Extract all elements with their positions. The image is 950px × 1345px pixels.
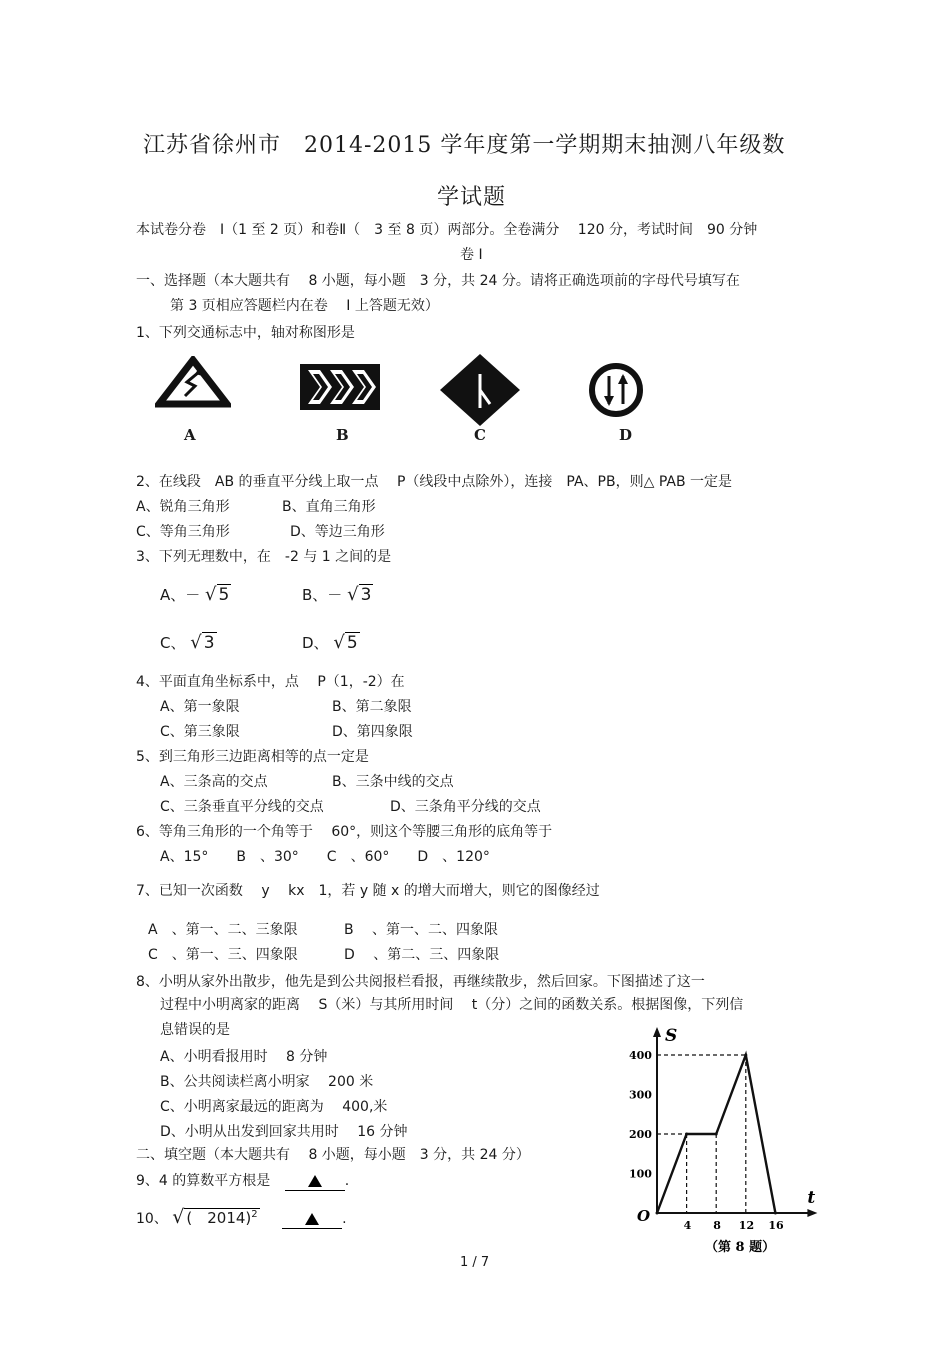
answer-triangle-icon bbox=[305, 1213, 319, 1225]
q9-answer-blank bbox=[285, 1174, 345, 1191]
origin-label: O bbox=[637, 1207, 651, 1225]
sqrt-sign-icon: √ bbox=[333, 632, 345, 653]
data-point bbox=[656, 1212, 659, 1215]
q10-radicand bbox=[184, 1208, 259, 1227]
data-point bbox=[685, 1133, 688, 1136]
intro-text: 本试卷分卷 Ⅰ（1 至 2 页）和卷Ⅱ（ 3 至 8 页）两部分。全卷满分 120 分，考试时间 90 分钟 bbox=[136, 222, 758, 238]
q10-radicand-base: ( 2014) bbox=[186, 1209, 252, 1227]
q9-end: . bbox=[344, 1173, 350, 1189]
sign-d-label: D bbox=[619, 426, 633, 444]
chart-caption: （第 8 题） bbox=[705, 1240, 776, 1255]
q10 bbox=[136, 1206, 347, 1228]
q3-option-a-radicand: 5 bbox=[218, 585, 230, 605]
q7-option-b: B 、第一、二、四象限 bbox=[344, 922, 499, 938]
sign-b-label: B bbox=[336, 426, 349, 444]
q5-option-c: C、三条垂直平分线的交点 bbox=[160, 799, 324, 815]
y-tick-label: 300 bbox=[629, 1088, 652, 1102]
sqrt-sign-icon: √ bbox=[205, 584, 217, 605]
x-tick-label: 4 bbox=[683, 1219, 692, 1232]
q7-stem: 7、已知一次函数 y kx 1，若 y 随 x 的增大而增大，则它的图像经过 bbox=[136, 883, 600, 899]
q10-exponent: 2 bbox=[251, 1209, 258, 1220]
q4-option-a: A、第一象限 bbox=[160, 699, 240, 715]
q5-option-b: B、三条中线的交点 bbox=[332, 774, 454, 790]
q2-option-a: A、锐角三角形 bbox=[136, 499, 230, 515]
q2-option-d: D、等边三角形 bbox=[290, 524, 385, 540]
sign-d-icon bbox=[586, 362, 646, 418]
q8-stem-cont2: 息错误的是 bbox=[160, 1022, 230, 1038]
q2-stem: 2、在线段 AB 的垂直平分线上取一点 P（线段中点除外），连接 PA、PB，则△ PAB 一定是 bbox=[136, 474, 732, 490]
x-tick-label: 16 bbox=[768, 1219, 784, 1232]
q3-option-c-radicand: 3 bbox=[203, 633, 215, 653]
q6-stem: 6、等角三角形的一个角等于 60°，则这个等腰三角形的底角等于 bbox=[136, 824, 553, 840]
sign-b-icon bbox=[300, 364, 380, 410]
q3-option-d-prefix: D、 bbox=[302, 634, 329, 652]
q3-option-b-prefix: B、－ bbox=[302, 586, 343, 604]
x-tick-label: 12 bbox=[738, 1219, 755, 1232]
data-point bbox=[774, 1212, 777, 1215]
q4-option-b: B、第二象限 bbox=[332, 699, 412, 715]
q3-option-d bbox=[302, 632, 360, 653]
q5-option-d: D、三条角平分线的交点 bbox=[390, 799, 541, 815]
q7-option-c: C 、第一、三、四象限 bbox=[148, 947, 298, 963]
q8-option-c: C、小明离家最远的距离为 400,米 bbox=[160, 1099, 388, 1115]
q1-stem: 1、下列交通标志中，轴对称图形是 bbox=[136, 325, 355, 341]
q3-option-c bbox=[160, 632, 217, 653]
sign-c-icon bbox=[438, 352, 522, 428]
y-tick-label: 200 bbox=[629, 1128, 652, 1141]
q5-stem: 5、到三角形三边距离相等的点一定是 bbox=[136, 749, 369, 765]
q8-option-b: B、公共阅读栏离小明家 200 米 bbox=[160, 1074, 374, 1090]
page-title-line1: 江苏省徐州市 2014-2015 学年度第一学期期末抽测八年级数 bbox=[143, 133, 786, 158]
q2-option-c: C、等角三角形 bbox=[136, 524, 230, 540]
q7-option-a: A 、第一、二、三象限 bbox=[148, 922, 298, 938]
sqrt-sign-icon: √ bbox=[347, 584, 359, 605]
volume-label: 卷 Ⅰ bbox=[460, 247, 483, 263]
q8-stem-cont: 过程中小明离家的距离 S（米）与其所用时间 t（分）之间的函数关系。根据图像，下列信 bbox=[160, 997, 744, 1013]
q2-option-b: B、直角三角形 bbox=[282, 499, 376, 515]
page-number: 1 / 7 bbox=[460, 1255, 490, 1270]
q3-option-b bbox=[302, 584, 373, 605]
q3-option-a bbox=[160, 584, 231, 605]
q4-stem: 4、平面直角坐标系中，点 P（1，-2）在 bbox=[136, 674, 405, 690]
q10-answer-blank bbox=[282, 1212, 342, 1229]
sign-a-label: A bbox=[184, 426, 196, 444]
page-title-line2: 学试题 bbox=[437, 185, 507, 210]
q7-option-d: D 、第二、三、四象限 bbox=[344, 947, 500, 963]
q3-option-c-prefix: C、 bbox=[160, 634, 186, 652]
y-tick-label: 100 bbox=[629, 1167, 652, 1181]
q3-option-a-prefix: A、－ bbox=[160, 586, 201, 604]
section2-heading: 二、填空题（本大题共有 8 小题，每小题 3 分，共 24 分） bbox=[136, 1147, 530, 1163]
sign-a-icon bbox=[155, 356, 231, 408]
q4-option-d: D、第四象限 bbox=[332, 724, 413, 740]
y-axis-arrow-icon bbox=[653, 1027, 661, 1037]
q3-stem: 3、下列无理数中，在 -2 与 1 之间的是 bbox=[136, 549, 392, 565]
q10-end: . bbox=[342, 1211, 347, 1227]
q3-option-b-radicand: 3 bbox=[360, 585, 372, 605]
data-point bbox=[715, 1133, 718, 1136]
y-tick-label: 400 bbox=[629, 1049, 652, 1062]
q4-option-c: C、第三象限 bbox=[160, 724, 240, 740]
q9 bbox=[136, 1170, 349, 1190]
answer-triangle-icon bbox=[308, 1175, 322, 1187]
q5-option-a: A、三条高的交点 bbox=[160, 774, 268, 790]
sign-c-label: C bbox=[474, 426, 486, 444]
q6-options: A、15° B 、30° C 、60° D 、120° bbox=[160, 849, 490, 865]
data-point bbox=[744, 1054, 747, 1057]
q8-option-a: A、小明看报用时 8 分钟 bbox=[160, 1049, 328, 1065]
sqrt-sign-icon: √ bbox=[172, 1206, 185, 1228]
q8-stem: 8、小明从家外出散步，他先是到公共阅报栏看报，再继续散步，然后回家。下图描述了这一 bbox=[136, 974, 705, 990]
q9-stem: 9、4 的算数平方根是 bbox=[136, 1173, 271, 1189]
q8-graph bbox=[615, 1025, 855, 1255]
q3-option-d-radicand: 5 bbox=[346, 633, 358, 653]
q10-prefix: 10、 bbox=[136, 1211, 168, 1227]
x-tick-label: 8 bbox=[713, 1219, 721, 1232]
y-axis-label: S bbox=[665, 1026, 678, 1046]
q8-option-d: D、小明从出发到回家共用时 16 分钟 bbox=[160, 1124, 408, 1140]
x-axis-label: t bbox=[807, 1188, 816, 1208]
section1-heading: 一、选择题（本大题共有 8 小题，每小题 3 分，共 24 分。请将正确选项前的字母代号填写在 bbox=[136, 273, 740, 289]
sqrt-sign-icon: √ bbox=[190, 632, 202, 653]
section1-heading-cont: 第 3 页相应答题栏内在卷 Ⅰ 上答题无效） bbox=[170, 298, 439, 314]
x-axis-arrow-icon bbox=[807, 1209, 817, 1217]
